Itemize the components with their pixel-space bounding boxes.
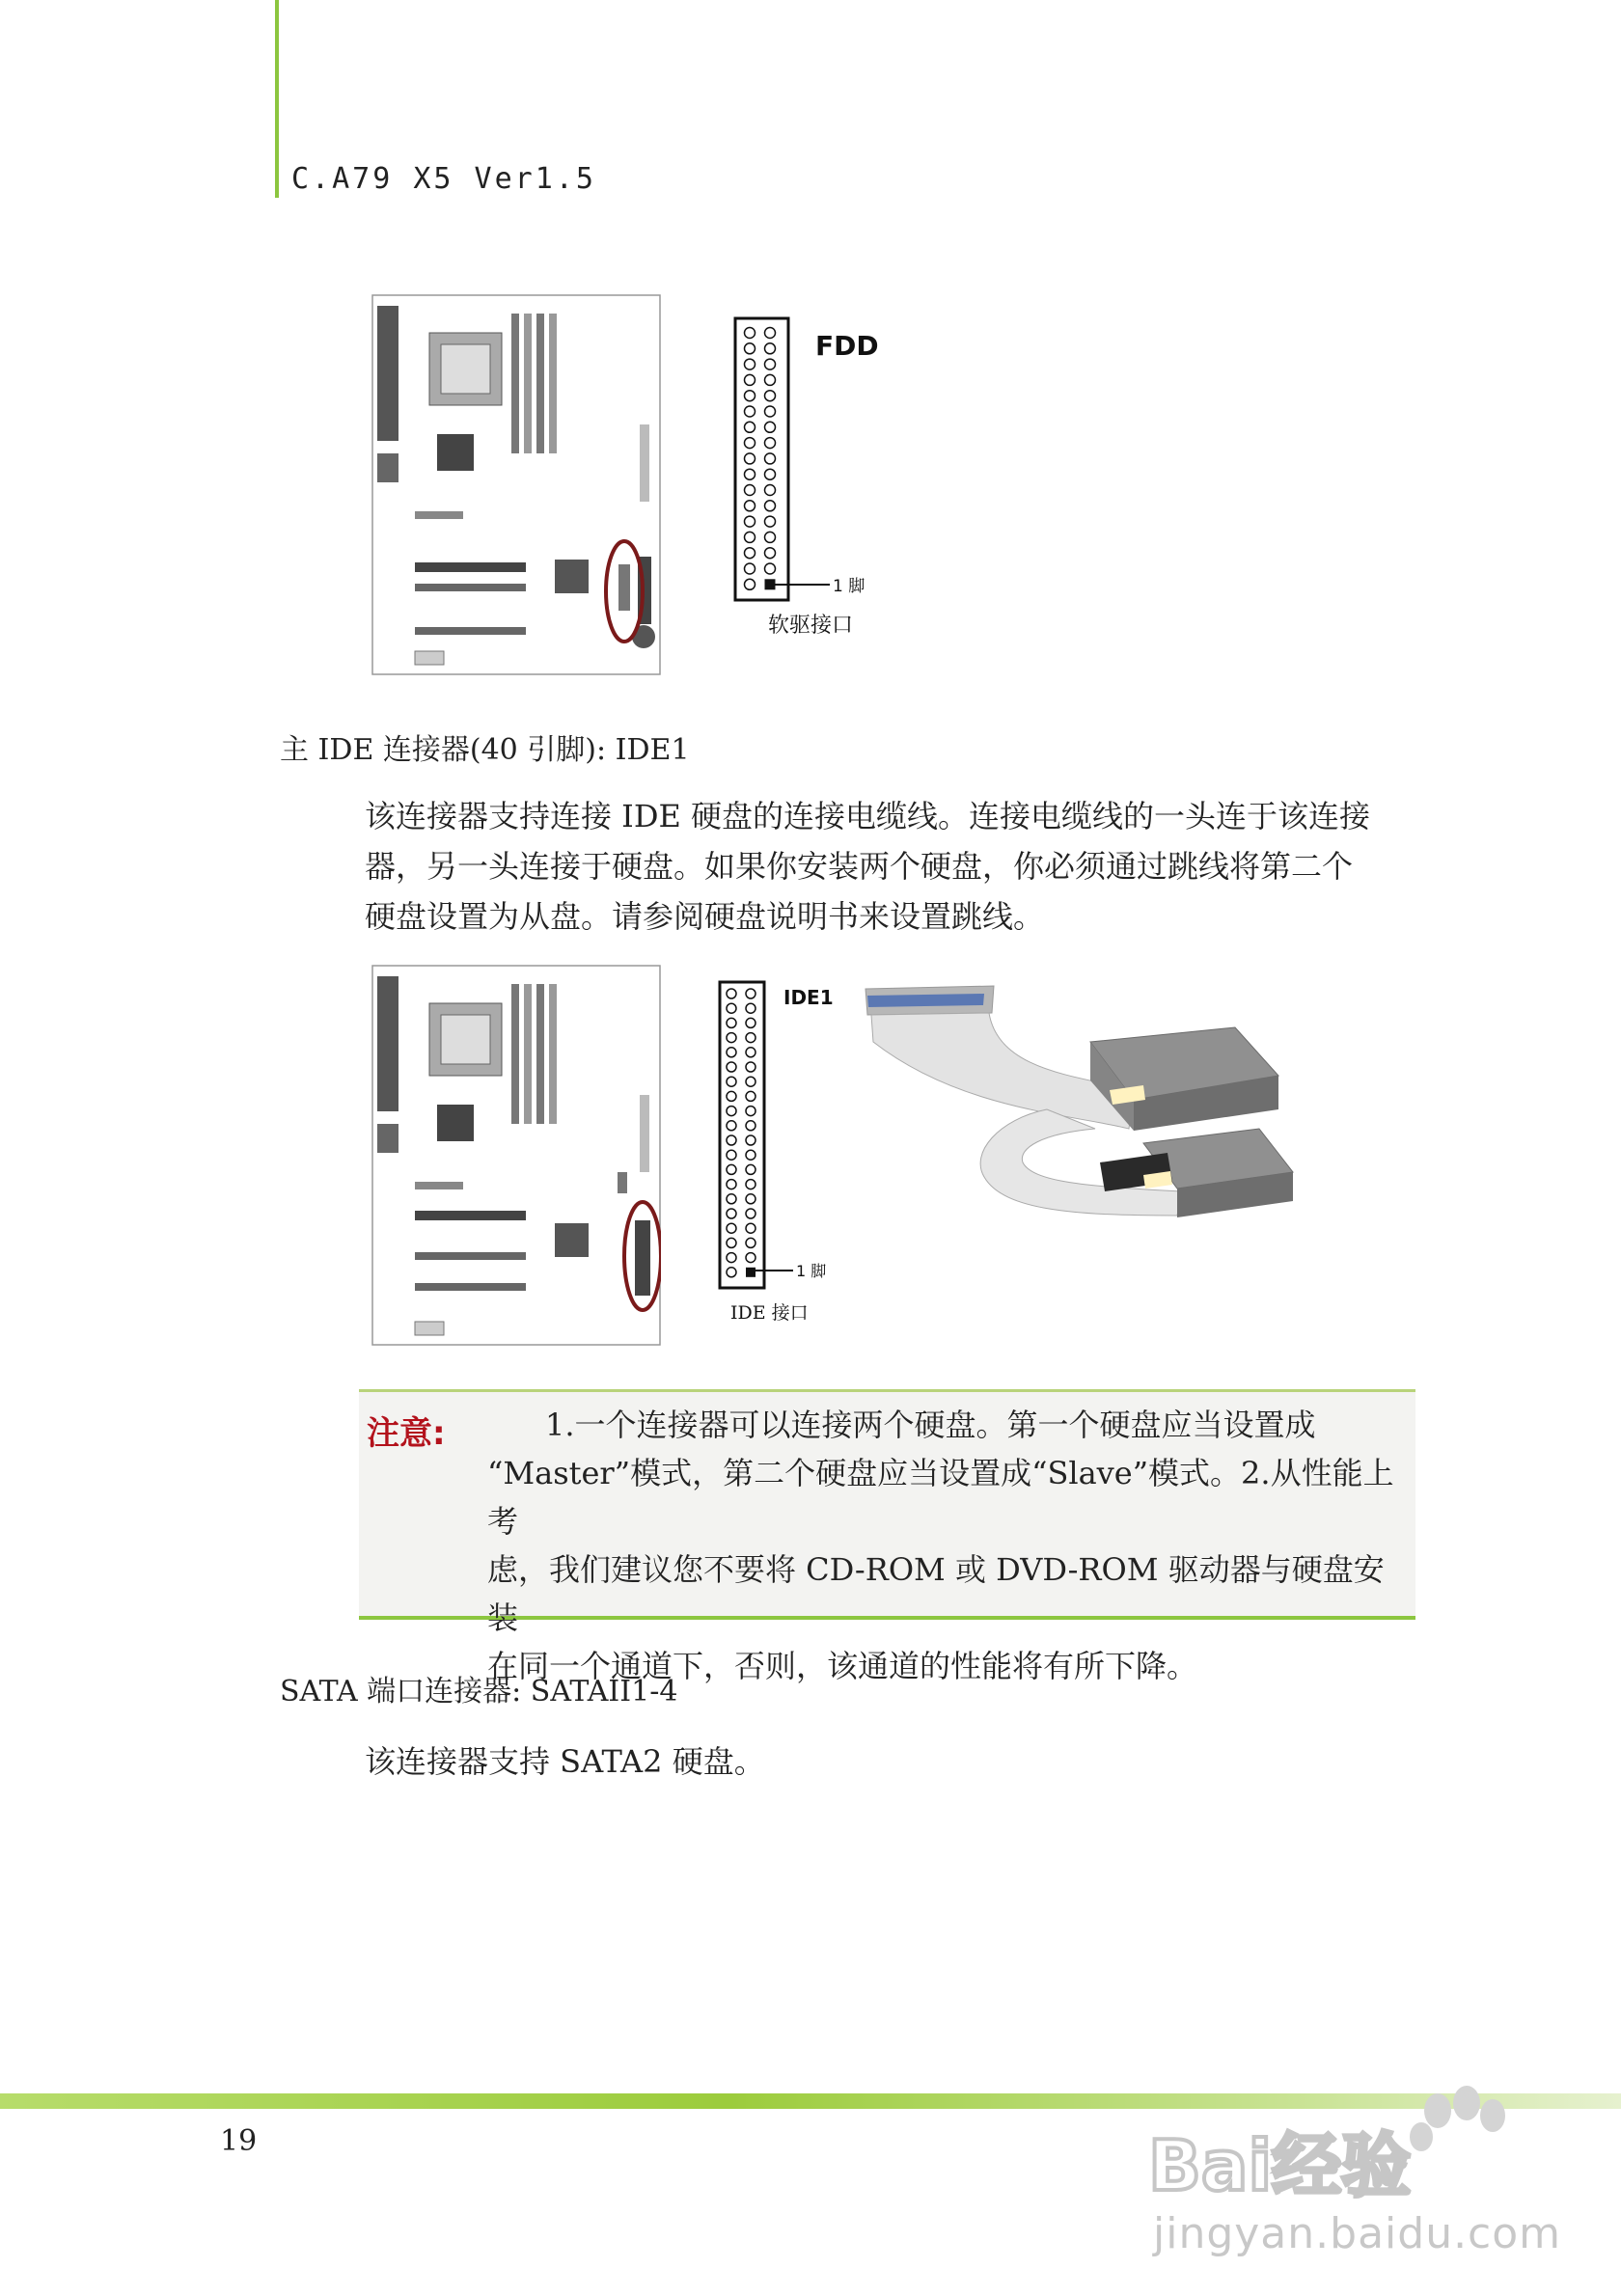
connector-pin (727, 1018, 736, 1027)
watermark-url: jingyan.baidu.com (1153, 2209, 1562, 2258)
ide-label: IDE1 (783, 986, 834, 1009)
connector-pin (765, 469, 776, 479)
note-line: 1.一个连接器可以连接两个硬盘。第一个硬盘应当设置成 (545, 1407, 1316, 1443)
connector-pin (765, 406, 776, 417)
fdd-motherboard-diagram (371, 294, 661, 675)
ide-motherboard-diagram (371, 965, 661, 1346)
connector-pin (727, 1091, 736, 1101)
connector-pin (746, 1209, 756, 1218)
connector-pin (746, 1164, 756, 1174)
fdd-label: FDD (815, 330, 879, 362)
connector-pin (745, 343, 756, 354)
connector-pin (727, 1033, 736, 1043)
connector-pin (746, 1150, 756, 1160)
connector-pin (727, 989, 736, 998)
note-line: “Master”模式，第二个硬盘应当设置成“Slave”模式。2.从性能上考 (487, 1455, 1394, 1540)
connector-pin (745, 453, 756, 464)
connector-pin (746, 1077, 756, 1086)
ide-body-line: 硬盘设置为从盘。请参阅硬盘说明书来设置跳线。 (365, 898, 1045, 935)
connector-pin (727, 1180, 736, 1189)
connector-pin (765, 328, 776, 339)
ide-body-line: 器，另一头连接于硬盘。如果你安装两个硬盘，你必须通过跳线将第二个 (365, 848, 1354, 885)
connector-pin (727, 1209, 736, 1218)
connector-pin (745, 374, 756, 385)
connector-pin (727, 1164, 736, 1174)
connector-pin (727, 1150, 736, 1160)
connector-pin (727, 1194, 736, 1204)
connector-pin (746, 1033, 756, 1043)
connector-pin (746, 1121, 756, 1131)
connector-pin (745, 563, 756, 574)
connector-pin (765, 374, 776, 385)
ide-pin-label: 1 脚 (796, 1262, 827, 1280)
connector-pin (727, 1107, 736, 1116)
header-model: C.A79 X5 Ver1.5 (291, 162, 596, 196)
note-text (487, 1401, 1409, 1690)
fdd-connector-diagram (733, 314, 917, 642)
connector-pin (745, 328, 756, 339)
pin-1-marker (746, 1268, 756, 1277)
connector-pin (727, 1077, 736, 1086)
sata-section-body: 该连接器支持 SATA2 硬盘。 (365, 1743, 765, 1780)
ide-connector-diagram (716, 979, 861, 1336)
connector-pin (727, 1238, 736, 1247)
connector-pin (765, 359, 776, 369)
connector-pin (745, 422, 756, 432)
connector-pin (746, 1135, 756, 1145)
connector-pin (746, 1253, 756, 1263)
ide-section-body (365, 791, 1426, 942)
connector-pin (765, 453, 776, 464)
note-label: 注意: (367, 1414, 446, 1453)
connector-pin (745, 438, 756, 449)
connector-pin (765, 501, 776, 511)
watermark-brand: Bai经验 (1148, 2125, 1412, 2200)
connector-pin (727, 1048, 736, 1057)
connector-pin (746, 1003, 756, 1013)
hard-disk-cable-illustration (854, 974, 1307, 1264)
connector-pin (745, 359, 756, 369)
connector-pin (745, 485, 756, 496)
connector-pin (765, 343, 776, 354)
connector-pin (745, 532, 756, 542)
connector-pin (727, 1003, 736, 1013)
connector-pin (745, 516, 756, 527)
note-line: 在同一个通道下，否则，该通道的性能将有所下降。 (487, 1648, 1198, 1684)
connector-pin (765, 532, 776, 542)
connector-pin (765, 516, 776, 527)
connector-pin (727, 1121, 736, 1131)
connector-pin (765, 563, 776, 574)
connector-pin (746, 1091, 756, 1101)
connector-pin (727, 1253, 736, 1263)
ide-body-line: 该连接器支持连接 IDE 硬盘的连接电缆线。连接电缆线的一头连于该连接 (365, 798, 1371, 834)
connector-pin (746, 989, 756, 998)
connector-pin (745, 548, 756, 559)
connector-pin (745, 579, 756, 589)
connector-pin (746, 1062, 756, 1072)
ide-section-title: 主 IDE 连接器(40 引脚): IDE1 (280, 733, 690, 767)
note-line: 虑，我们建议您不要将 CD-ROM 或 DVD-ROM 驱动器与硬盘安装 (487, 1551, 1385, 1636)
connector-pin (765, 391, 776, 401)
connector-pin (746, 1048, 756, 1057)
connector-pin (727, 1135, 736, 1145)
connector-pin (765, 548, 776, 559)
fdd-caption: 软驱接口 (768, 614, 854, 638)
header-accent-line (275, 0, 279, 198)
connector-pin (727, 1223, 736, 1233)
sata-section-title: SATA 端口连接器: SATAII1-4 (280, 1675, 678, 1708)
fdd-pin-label: 1 脚 (833, 577, 865, 596)
connector-pin (727, 1062, 736, 1072)
connector-pin (727, 1268, 736, 1277)
connector-pin (765, 485, 776, 496)
connector-pin (745, 469, 756, 479)
connector-pin (746, 1180, 756, 1189)
connector-pin (746, 1238, 756, 1247)
connector-pin (745, 501, 756, 511)
page-number: 19 (220, 2124, 258, 2158)
connector-pin (745, 391, 756, 401)
connector-pin (745, 406, 756, 417)
connector-pin (746, 1194, 756, 1204)
connector-pin (746, 1223, 756, 1233)
baidu-paw-watermark-icon (1148, 2084, 1573, 2200)
connector-pin (746, 1018, 756, 1027)
ide-caption: IDE 接口 (730, 1302, 809, 1324)
connector-pin (765, 422, 776, 432)
connector-pin (765, 438, 776, 449)
connector-pin (746, 1107, 756, 1116)
